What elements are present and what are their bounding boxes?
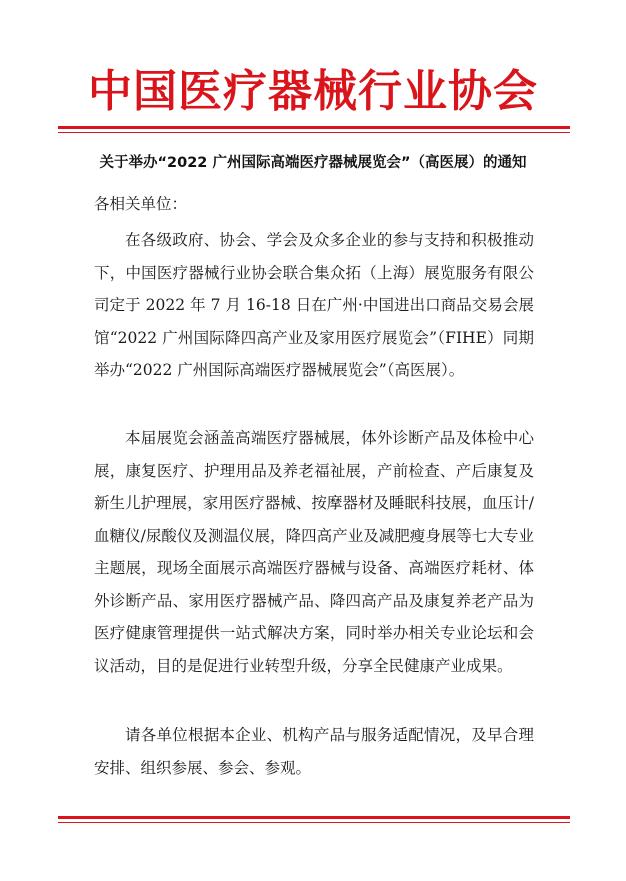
- letterhead-org-name: 中国医疗器械行业协会: [88, 66, 538, 117]
- paragraph-scope: 本届展览会涵盖高端医疗器械展，体外诊断产品及体检中心展，康复医疗、护理用品及养老福祉展，产前检查、产后康复及新生儿护理展，家用医疗器械、按摩器材及睡眠科技展，血压计/血糖仪/尿酸仪及测温仪展，降四高产业及减肥瘦身展等七大专业主题展，现场全面展示高端医疗器械与设备、高端医疗耗材、体外诊断产品、家用医疗器械产品、降四高产品及康复养老产品为医疗健康管理提供一站式解决方案，同时举办相关专业论坛和会议活动，目的是促进行业转型升级，分享全民健康产业成果。: [94, 429, 534, 675]
- header-rule-thin: [58, 132, 570, 133]
- footer-rule-thin: [58, 822, 570, 823]
- footer-rule-thick: [58, 816, 570, 819]
- paragraph-request: 请各单位根据本企业、机构产品与服务适配情况，及早合理安排、组织参展、参会、参观。: [94, 726, 534, 777]
- paragraph-intro: 在各级政府、协会、学会及众多企业的参与支持和积极推动下，中国医疗器械行业协会联合集众拓（上海）展览服务有限公司定于 2022 年 7 月 16-18 日在广州·中国进出口商品交易会展馆“2022 广州国际降四高产业及家用医疗展览会”（FIHE）同期举办“2022 广州国际高端医疗器械展览会”（高医展）。: [94, 231, 534, 379]
- salutation: 各相关单位：: [94, 195, 188, 213]
- notice-title: 关于举办“2022 广州国际高端医疗器械展览会”（高医展）的通知: [99, 155, 527, 171]
- header-rule-thick: [58, 126, 570, 129]
